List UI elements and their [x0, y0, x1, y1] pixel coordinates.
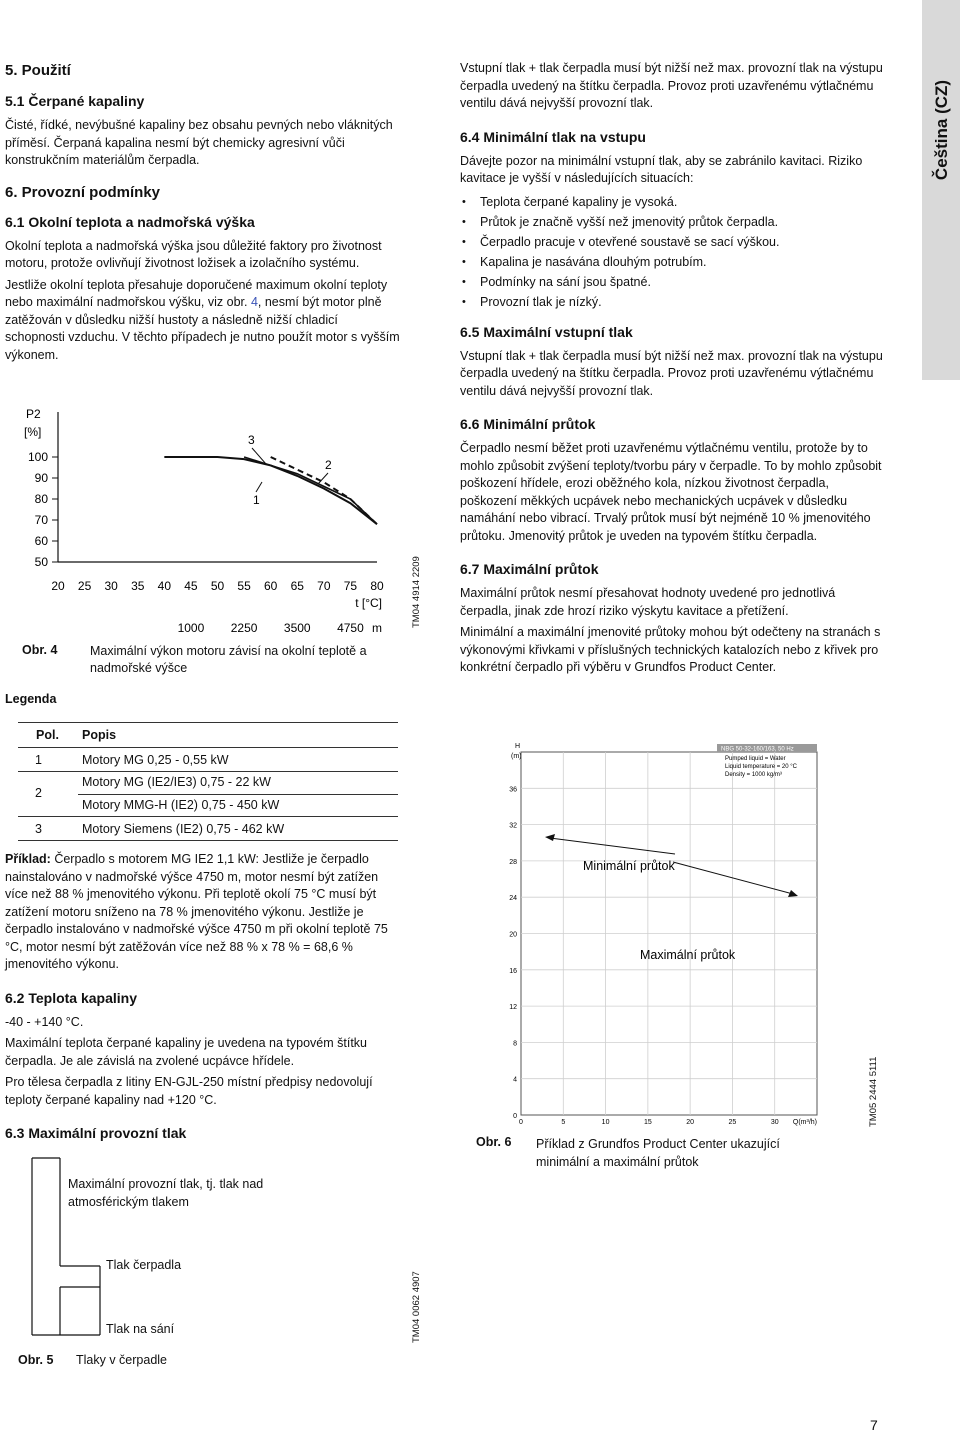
x-tick-label: 30	[104, 579, 118, 593]
section-6-6-heading: 6.6 Minimální průtok	[460, 416, 596, 432]
legend-row	[18, 748, 398, 772]
text-part: , nesmí být motor plně zatěžován v důsledku nižší hustoty a následně nižší chladicí schopnosti vzduchu. V těchto případech je nutno použít motor s vyšším výkonem.	[5, 295, 400, 362]
legend-desc: Motory Siemens (IE2) 0,75 - 462 kW	[82, 822, 285, 836]
legend-pos: 3	[35, 822, 42, 836]
example-text	[5, 851, 400, 974]
series-2-label: 2	[325, 458, 332, 472]
legend-title: Legenda	[5, 692, 57, 706]
y-axis-label: H	[515, 743, 521, 750]
y-tick-label: 36	[509, 786, 517, 794]
section-6-heading: 6. Provozní podmínky	[5, 183, 161, 201]
example-bold: Příklad:	[5, 852, 51, 866]
language-tab	[922, 0, 960, 380]
x2-tick-label: 1000	[177, 621, 205, 635]
y-tick-label: 24	[509, 895, 517, 903]
fig5-line2: atmosférickým tlakem	[68, 1195, 189, 1209]
section-6-2-heading: 6.2 Teplota kapaliny	[5, 989, 138, 1006]
max-flow-label: Maximální průtok	[640, 948, 736, 962]
series-1-label: 1	[253, 493, 260, 507]
figure-5-suction-pressure-label: Tlak na sání	[106, 1322, 175, 1336]
cavitation-list	[460, 192, 885, 312]
y-tick-label: 90	[34, 471, 48, 485]
y-axis-label: P2	[26, 407, 41, 421]
x-tick-label: 20	[51, 579, 65, 593]
example-body: Čerpadlo s motorem MG IE2 1,1 kW: Jestliže je čerpadlo nainstalováno v nadmořské výšce 4750 m, motor nesmí být zatížen více než 88 % jmenovitého výkonu. Při teplotě okolí 75 °C musí být zatížení motoru sníženo na 78 % jmenovitého výkonu. Jestliže je čerpadlo instalováno v nadmořské výšce 4750 m při okolní teplotě 75 °C, motor nesmí být zatěžován více než 88 % x 78 % = 68,6 % jmenovitého výkonu.	[5, 852, 388, 971]
section-6-5-text: Vstupní tlak + tlak čerpadla musí být nižší než max. provozní tlak na výstupu čerpadla uvedený na štítku čerpadla. Provoz proti uzavřenému výtlačnému ventilu dává nejvyšší provozní tlak.	[460, 348, 883, 398]
x-tick-label: 65	[290, 579, 304, 593]
section-6-7-heading: 6.7 Maximální průtok	[460, 561, 599, 577]
legend-row	[18, 772, 398, 817]
left-column	[5, 62, 400, 364]
section-6-1-text-a: Okolní teplota a nadmořská výška jsou důležité faktory pro životnost motoru, protože ovlivňují životnost ložisek a izolačního systému.	[5, 238, 382, 270]
series-3-label: 3	[248, 433, 255, 447]
y-axis-unit: [%]	[24, 425, 42, 439]
legend-desc: Motory MG 0,25 - 0,55 kW	[82, 753, 229, 767]
intro-text: Vstupní tlak + tlak čerpadla musí být nižší než max. provozní tlak na výstupu čerpadla uvedený na štítku čerpadla. Provoz proti uzavřenému výtlačnému ventilu dává nejvyšší provozní tlak.	[460, 61, 883, 110]
x-tick-label: 75	[343, 579, 358, 593]
info-box-title: NBG 50-32-160/163, 50 Hz	[721, 746, 794, 753]
section-6-1-heading: 6.1 Okolní teplota a nadmořská výška	[5, 213, 255, 230]
list-item: • Podmínky na sání jsou špatné.	[460, 272, 885, 292]
legend-row	[18, 817, 398, 841]
min-flow-label: Minimální průtok	[583, 859, 675, 873]
x-tick-label: 0	[519, 1119, 523, 1126]
figure-5-max-pressure-label	[68, 1175, 263, 1211]
x2-tick-label: 2250	[230, 621, 258, 635]
y-tick-label: 60	[34, 534, 48, 548]
figure-6-code: TM05 2444 5111	[868, 1056, 879, 1127]
x-tick-label: 45	[184, 579, 198, 593]
section-5-1-heading: 5.1 Čerpané kapaliny	[5, 93, 145, 109]
info-box-line: Density = 1000 kg/m³	[725, 772, 782, 778]
x2-tick-label: 4750	[337, 621, 364, 635]
x-tick-label: 80	[370, 579, 384, 593]
legend-desc: Motory MMG-H (IE2) 0,75 - 450 kW	[82, 798, 280, 812]
section-6-6-text: Čerpadlo nesmí běžet proti uzavřenému výtlačnému ventilu, protože by to mohlo způsobit zvýšení teploty/tvorbu páry v čerpadle. To by mohlo způsobit poškození hřídele, erozi oběžného kola, nízkou životnost čerpadla, poškození měkkých ucpávek nebo mechanických ucpávek v důsledku namáhání nebo vibrací. Trvalý průtok musí být nejméně 10 % jmenovitého průtoku. Jmenovitý průtok je uveden na typovém štítku čerpadla.	[460, 441, 882, 543]
x-tick-label: 55	[237, 579, 251, 593]
fig5-line1: Maximální provozní tlak, tj. tlak nad	[68, 1177, 264, 1191]
figure-5-label: Obr. 5	[18, 1353, 54, 1367]
x-tick-label: 20	[686, 1119, 695, 1126]
y-tick-label: 80	[34, 492, 48, 506]
language-tab-label: Čeština (CZ)	[932, 79, 951, 181]
y-tick-label: 0	[513, 1113, 517, 1120]
x-tick-label: 25	[77, 579, 92, 593]
section-6-4-text: Dávejte pozor na minimální vstupní tlak, aby se zabránilo kavitaci. Riziko kavitace je vyšší v následujících situacích:	[460, 153, 863, 185]
figure-6-label: Obr. 6	[476, 1135, 512, 1149]
x-tick-label: 70	[317, 579, 331, 593]
text-part: Jestliže okolní teplota přesahuje doporučené maximum okolní teploty nebo maximální nadmořskou výšku, viz obr.	[5, 277, 388, 309]
section-6-2-text-c: Pro tělesa čerpadla z litiny EN-GJL-250 místní předpisy nedovolují teploty čerpané kapaliny nad +120 °C.	[5, 1075, 373, 1107]
y-tick-label: 100	[27, 450, 48, 464]
x-tick-label: 35	[131, 579, 145, 593]
x-tick-label: 30	[770, 1119, 779, 1126]
section-6-7-text-a: Maximální průtok nesmí přesahovat hodnoty uvedené pro jednotlivá čerpadla, jinak zde hrozí riziko výskytu kavitace a přetížení.	[460, 586, 836, 618]
section-5-heading: 5. Použití	[5, 62, 71, 79]
info-box-line: Liquid temperature = 20 °C	[725, 764, 797, 770]
series-1-leader	[256, 482, 262, 492]
figure-4-caption: Maximální výkon motoru závisí na okolní teplotě a nadmořské výšce	[90, 644, 367, 675]
x2-tick-label: 3500	[283, 621, 311, 635]
series-1-line	[244, 457, 377, 524]
x-tick-label: 60	[263, 579, 278, 593]
section-6-4-heading: 6.4 Minimální tlak na vstupu	[460, 128, 646, 145]
legend-header-desc: Popis	[82, 728, 117, 742]
legend-table	[18, 722, 398, 841]
x-tick-label: 40	[157, 579, 172, 593]
figure-6-caption: Příklad z Grundfos Product Center ukazující minimální a maximální průtok	[536, 1137, 780, 1169]
y-tick-label: 28	[509, 858, 517, 866]
list-item: • Teplota čerpané kapaliny je vysoká.	[460, 192, 885, 212]
legend-header-pos: Pol.	[36, 728, 59, 742]
section-6-2-text-b: Maximální teplota čerpané kapaliny je uvedena na typovém štítku čerpadla. Je ale závislá na zvolené ucpávce hřídele.	[5, 1036, 368, 1068]
series-2-line	[271, 457, 377, 524]
y-tick-label: 50	[34, 555, 48, 569]
legend-pos: 2	[35, 786, 42, 800]
figure-5-code: TM04 0062 4907	[411, 1271, 422, 1343]
y-tick-label: 20	[509, 931, 517, 939]
figure-5-caption: Tlaky v čerpadle	[76, 1353, 168, 1367]
x-axis-label: Q(m³/h)	[792, 1119, 817, 1126]
list-item: • Průtok je značně vyšší než jmenovitý průtok čerpadla.	[460, 212, 885, 232]
x-axis-label: t [°C]	[355, 596, 382, 610]
y-tick-label: 12	[509, 1004, 517, 1012]
section-6-1-text-b	[5, 277, 400, 365]
list-item: • Provozní tlak je nízký.	[460, 292, 885, 312]
y-tick-label: 32	[509, 822, 517, 830]
x-tick-label: 25	[728, 1119, 737, 1126]
x-tick-label: 5	[561, 1119, 566, 1126]
figure-6-chart	[495, 738, 835, 1133]
figure-4-code: TM04 4914 2209	[411, 556, 422, 628]
figure-4-reference-link[interactable]: 4	[250, 295, 258, 309]
x-tick-label: 10	[601, 1119, 610, 1126]
section-6-3-heading: 6.3 Maximální provozní tlak	[5, 1125, 187, 1141]
right-column	[460, 60, 885, 677]
figure-4-chart	[0, 400, 400, 640]
y-tick-label: 70	[34, 513, 48, 527]
y-axis-unit: (m)	[511, 753, 522, 760]
page-number: 7	[870, 1417, 878, 1433]
figure-5-pump-pressure-label: Tlak čerpadla	[106, 1258, 182, 1272]
series-3-line	[164, 457, 377, 524]
left-column-lower	[5, 851, 400, 1141]
x-tick-label: 50	[210, 579, 225, 593]
section-6-2-text-a: -40 - +140 °C.	[5, 1014, 84, 1029]
legend-desc: Motory MG (IE2/IE3) 0,75 - 22 kW	[82, 775, 271, 789]
section-6-7-text-b: Minimální a maximální jmenovité průtoky mohou být odečteny na stranách s výkonovými křivkami v příslušných technických katalozích nebo z křivek pro konkrétní čerpadlo při výběru v Grundfos Product Center.	[460, 625, 881, 674]
y-tick-label: 4	[513, 1076, 517, 1084]
figure-4-label: Obr. 4	[22, 643, 58, 657]
list-item: • Čerpadlo pracuje v otevřené soustavě se sací výškou.	[460, 232, 885, 252]
y-tick-label: 16	[509, 967, 517, 975]
x2-axis-label: m	[372, 621, 382, 635]
x-tick-label: 15	[643, 1119, 652, 1126]
section-5-1-text: Čisté, řídké, nevýbušné kapaliny bez obsahu pevných nebo vláknitých příměsí. Čerpaná kapalina nesmí být chemicky agresivní vůči konstrukčním materiálům čerpadla.	[5, 118, 393, 167]
legend-pos: 1	[35, 753, 42, 767]
list-item: • Kapalina je nasávána dlouhým potrubím.	[460, 252, 885, 272]
info-box-line: Pumped liquid = Water	[725, 756, 786, 762]
series-2-leader	[318, 473, 328, 484]
section-6-5-heading: 6.5 Maximální vstupní tlak	[460, 323, 633, 340]
y-tick-label: 8	[513, 1040, 517, 1048]
